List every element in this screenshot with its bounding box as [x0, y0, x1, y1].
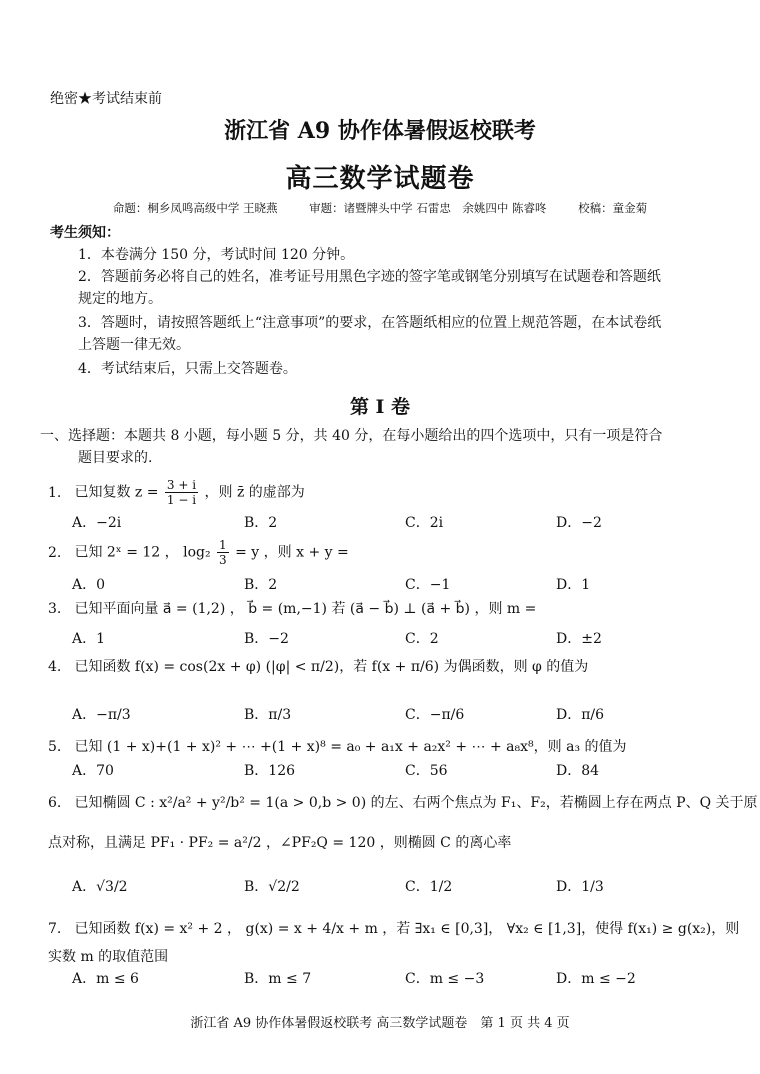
- option-d: D．±2: [556, 631, 602, 647]
- option-c: C．56: [405, 763, 448, 779]
- question-number: 3.: [48, 601, 62, 617]
- question-text: 已知函数 f(x) = x² + 2 ， g(x) = x + 4/x + m ，若 ∃x₁ ∈ [0,3]， ∀x₂ ∈ [1,3]，使得 f(x₁) ≥ g(x₂)，则: [74, 921, 740, 937]
- question-number: 5.: [48, 739, 62, 755]
- question-text-post: ，则 z̄ 的虚部为: [204, 484, 305, 501]
- notice-item-1: 1．本卷满分 150 分，考试时间 120 分钟。: [78, 247, 355, 263]
- fraction-denominator: 1 − i: [166, 493, 197, 507]
- question-2-options: [72, 574, 712, 598]
- notice-item-2: 2．答题前务必将自己的姓名，准考证号用黑色字迹的签字笔或钢笔分别填写在试题卷和答题纸: [78, 269, 661, 285]
- option-d: D．m ≤ −2: [556, 971, 636, 987]
- fraction-numerator: 3 + i: [166, 478, 197, 492]
- fraction-denominator: 3: [219, 553, 227, 567]
- fraction: [165, 478, 198, 507]
- question-5-options: [72, 760, 712, 784]
- option-c: C．−π/6: [405, 707, 465, 723]
- authors: 命题：桐乡凤鸣高级中学 王晓燕: [112, 201, 278, 215]
- question-1-options: [72, 512, 712, 536]
- question-1: [48, 478, 718, 507]
- question-7: [48, 918, 740, 940]
- notice-item-4: 4．考试结束后，只需上交答题卷。: [78, 361, 297, 377]
- option-c: C．2i: [405, 515, 444, 531]
- fraction-numerator: 1: [219, 538, 227, 552]
- part-heading-line2: 题目要求的.: [78, 450, 153, 466]
- question-4-options: [72, 704, 712, 728]
- question-7-cont: 实数 m 的取值范围: [48, 949, 169, 965]
- question-5: [48, 736, 718, 758]
- question-number: 6.: [48, 795, 62, 811]
- option-a: A．m ≤ 6: [72, 971, 139, 987]
- option-c: C．2: [405, 631, 439, 647]
- question-number: 2.: [48, 544, 62, 561]
- option-a: A．0: [72, 577, 106, 593]
- option-b: B．126: [244, 763, 296, 779]
- question-text: 已知函数 f(x) = cos(2x + φ) (|φ| < π/2)，若 f(x + π/6) 为偶函数，则 φ 的值为: [74, 659, 589, 675]
- option-c: C．−1: [405, 577, 451, 593]
- option-d: D．84: [556, 763, 600, 779]
- option-a: A．1: [72, 631, 106, 647]
- question-6-options: [72, 876, 712, 900]
- fraction: [217, 538, 229, 567]
- option-a: A．−2i: [72, 515, 122, 531]
- option-a: A．−π/3: [72, 707, 131, 723]
- option-c: C．1/2: [405, 879, 453, 895]
- question-6-cont: 点对称，且满足 PF₁ · PF₂ = a²/2 ，∠PF₂Q = 120 ，则椭圆 C 的离心率: [48, 835, 512, 851]
- option-b: B．m ≤ 7: [244, 971, 312, 987]
- option-d: D．1: [556, 577, 591, 593]
- question-text: 已知复数 z =: [74, 484, 159, 501]
- question-text-post: = y ，则 x + y =: [235, 544, 349, 561]
- question-text: 已知椭圆 C : x²/a² + y²/b² = 1(a > 0,b > 0) 的左、右两个焦点为 F₁、F₂，若椭圆上存在两点 P、Q 关于原: [74, 795, 758, 811]
- option-a: A．√3/2: [72, 879, 128, 895]
- part-heading: [40, 425, 720, 469]
- reviewers: 审题：诸暨牌头中学 石雷忠 余姚四中 陈睿咚: [309, 201, 547, 215]
- option-b: B．2: [244, 515, 278, 531]
- option-b: B．−2: [244, 631, 289, 647]
- option-b: B．√2/2: [244, 879, 300, 895]
- question-text: 已知 (1 + x)+(1 + x)² + ⋯ +(1 + x)⁸ = a₀ + a₁x + a₂x² + ⋯ + a₈x⁸，则 a₃ 的值为: [74, 739, 627, 755]
- option-d: D．1/3: [556, 879, 604, 895]
- question-number: 1.: [48, 484, 62, 501]
- question-7-options: [72, 968, 712, 992]
- question-number: 4.: [48, 659, 62, 675]
- page-footer: 浙江省 A9 协作体暑假返校联考 高三数学试题卷 第 1 页 共 4 页: [190, 1016, 570, 1031]
- option-b: B．2: [244, 577, 278, 593]
- option-d: D．−2: [556, 515, 602, 531]
- notice-item-3-cont: 上答题一律无效。: [78, 337, 190, 353]
- exam-subtitle: 高三数学试题卷: [285, 164, 475, 194]
- question-number: 7.: [48, 921, 62, 937]
- notice-heading: 考生须知：: [50, 225, 120, 241]
- question-3-options: [72, 628, 712, 652]
- exam-title: 浙江省 A9 协作体暑假返校联考: [224, 118, 536, 144]
- question-text: 已知 2ˣ = 12 ， log₂: [74, 544, 211, 561]
- question-4: [48, 656, 718, 678]
- staff-line: [0, 200, 760, 216]
- section-title: 第 I 卷: [349, 396, 411, 418]
- option-b: B．π/3: [244, 707, 292, 723]
- question-text: 已知平面向量 a⃗ = (1,2) ， b⃗ = (m,−1) 若 (a⃗ − b⃗) ⊥ (a⃗ + b⃗) ，则 m =: [74, 601, 537, 617]
- notice-item-2-cont: 规定的地方。: [78, 291, 162, 307]
- proofreader: 校稿：童金菊: [578, 201, 648, 215]
- option-d: D．π/6: [556, 707, 605, 723]
- option-c: C．m ≤ −3: [405, 971, 485, 987]
- question-3: [48, 598, 718, 620]
- notice-item-3: 3．答题时，请按照答题纸上“注意事项”的要求，在答题纸相应的位置上规范答题，在本试卷纸: [78, 315, 662, 331]
- part-heading-line1: 一、选择题：本题共 8 小题，每小题 5 分，共 40 分，在每小题给出的四个选项中，只有一项是符合: [40, 428, 663, 444]
- question-2: [48, 538, 718, 567]
- option-a: A．70: [72, 763, 114, 779]
- confidential-label: 绝密★考试结束前: [50, 91, 162, 107]
- question-6: [48, 792, 758, 814]
